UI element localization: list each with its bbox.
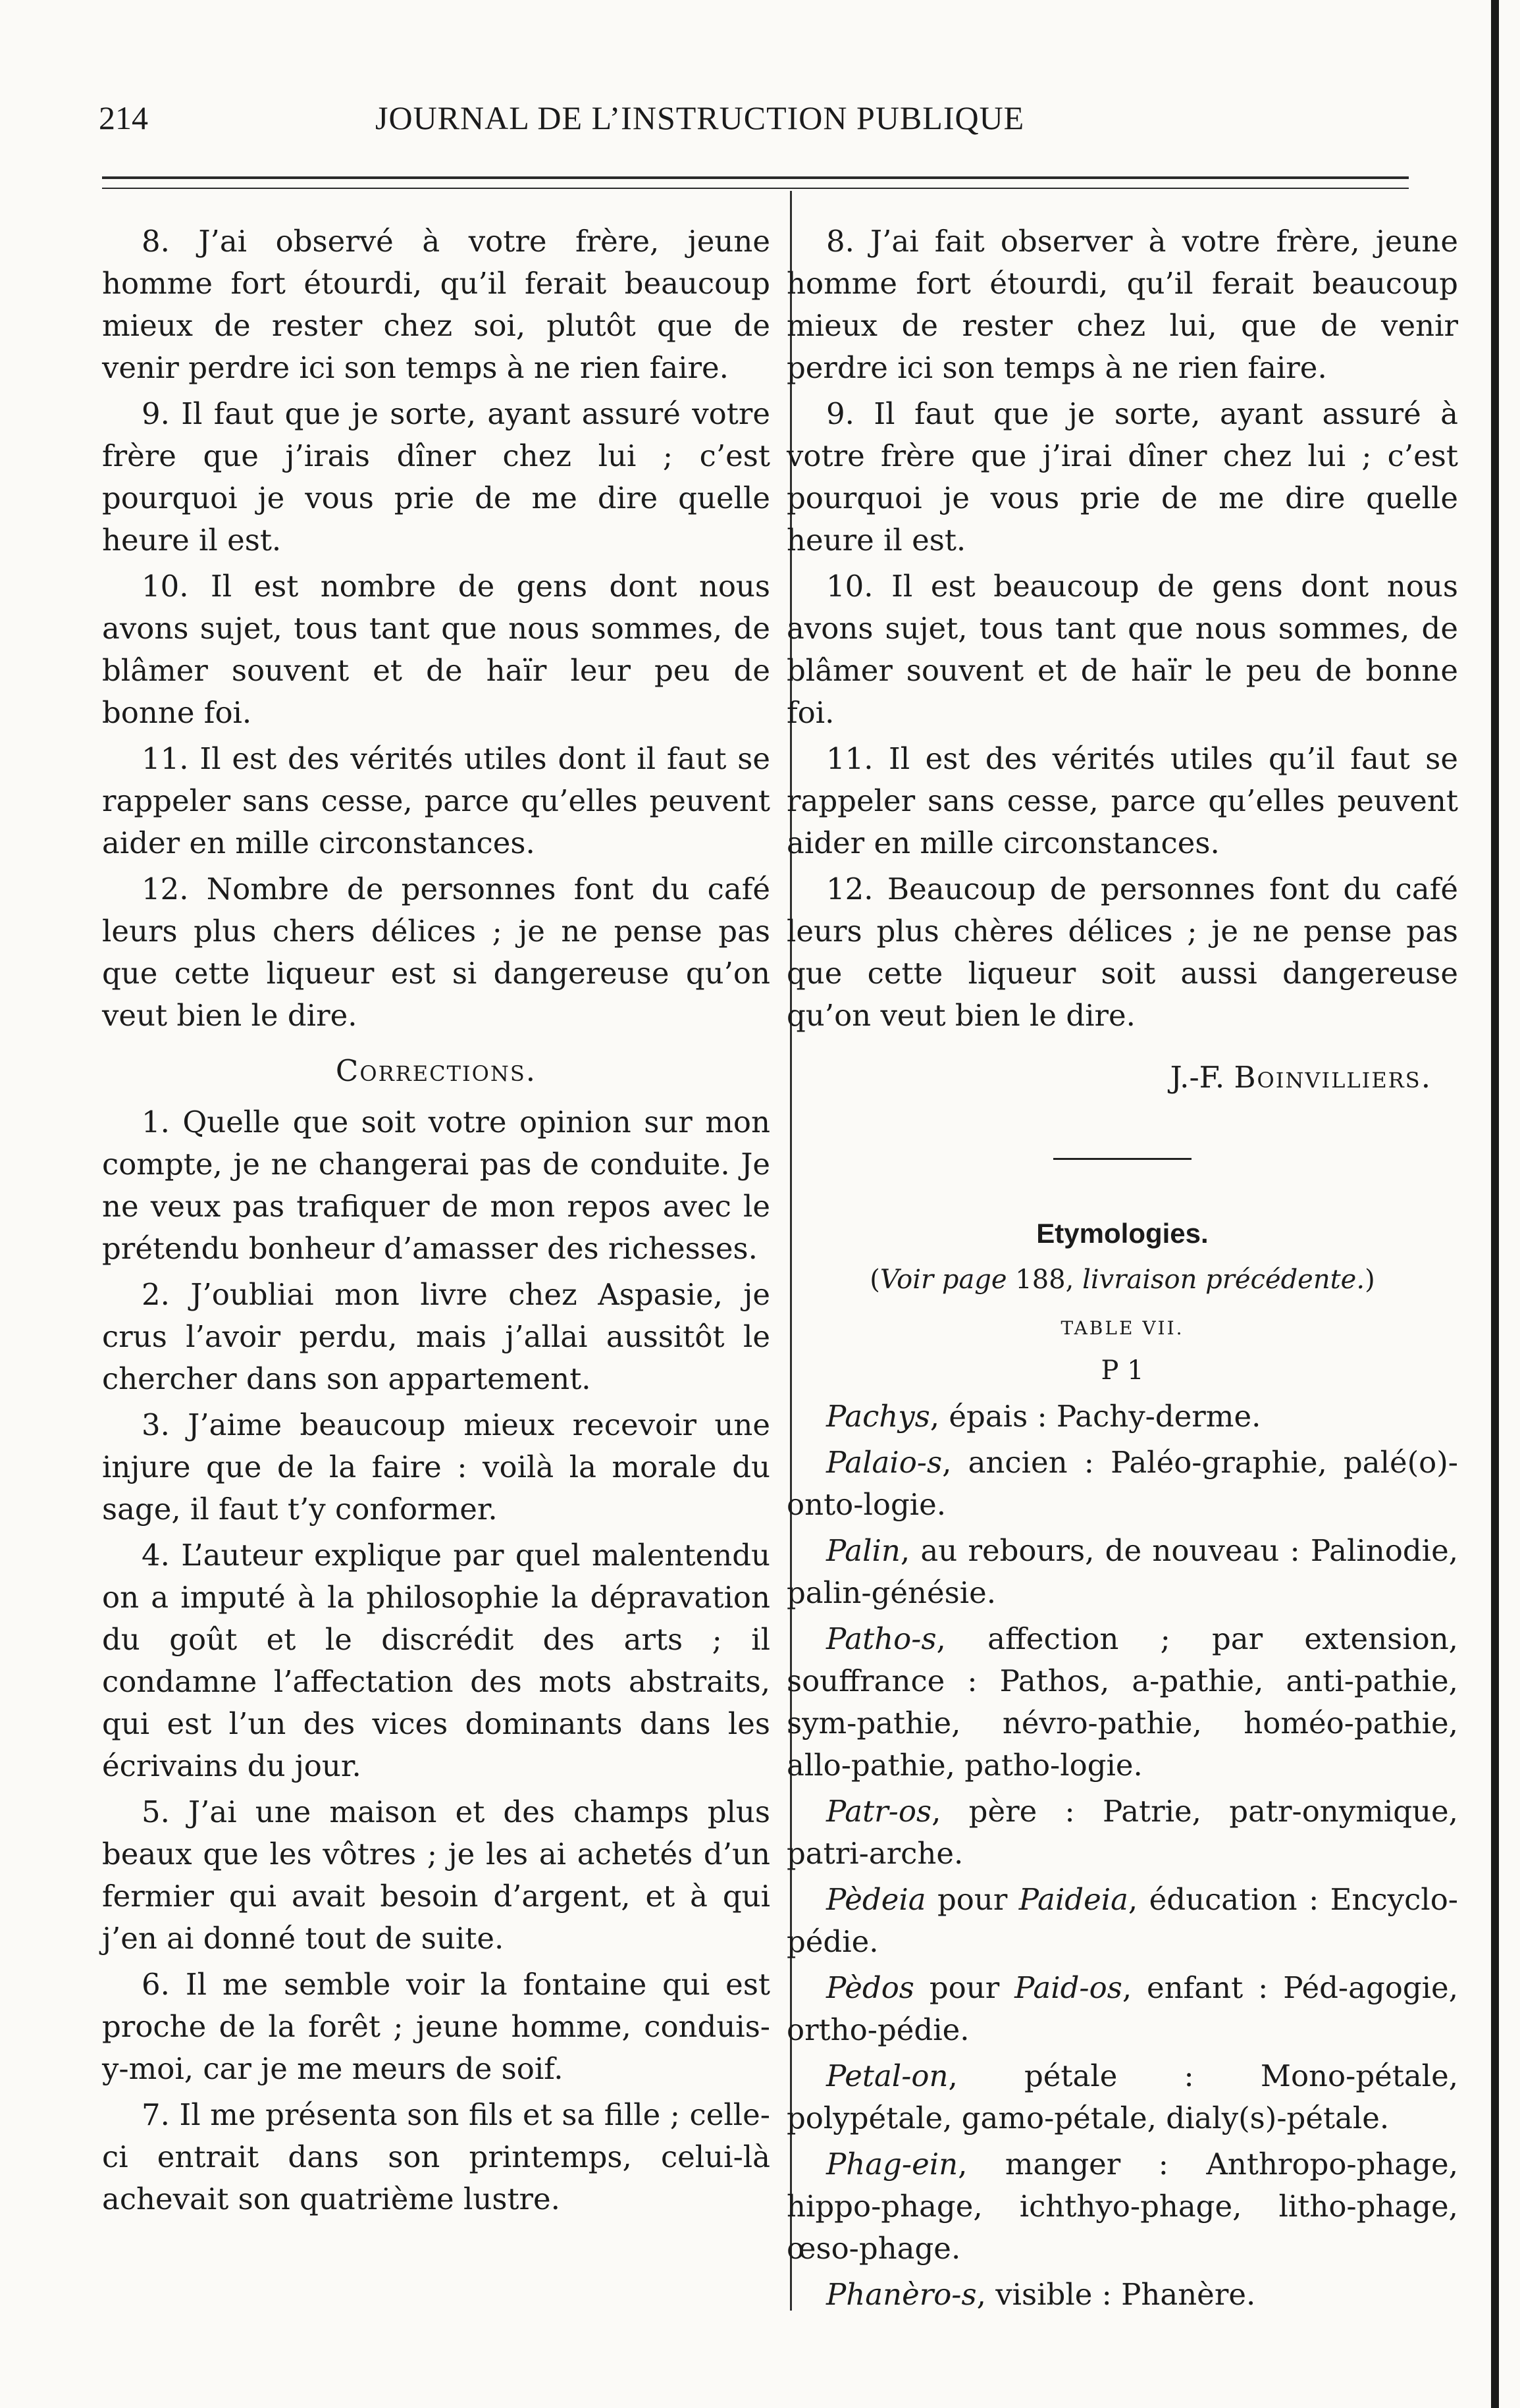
page-header: [99, 99, 1409, 158]
exercise-9: 9. Il faut que je sorte, ayant assuré votre frère que j’irais dîner chez lui ; c’est pourquoi je vous prie de me dire quelle heure il est.: [102, 396, 770, 558]
etymology-entry: Petal-on, pétale : Mono-pétale, polypétale, gamo-pétale, dialy(s)-pétale.: [787, 2058, 1458, 2135]
corrections-heading: Corrections.: [335, 1053, 537, 1088]
etymology-entry: Patho-s, affection ; par extension, souffrance : Pathos, a-pathie, anti-pathie, sym-pathie, névro-pathie, homéo-pathie, allo-pathie, patho-logie.: [787, 1621, 1458, 1783]
corrected-11: 11. Il est des vérités utiles qu’il faut se rappeler sans cesse, parce qu’elles peuvent aider en mille circonstances.: [787, 741, 1458, 860]
etymology-entry: Phanèro-s, visible : Phanère.: [826, 2277, 1256, 2312]
page-edge-shadow: [1491, 0, 1499, 2408]
etymology-entry: Palin, au rebours, de nouveau : Palinodie, palin-génésie.: [787, 1533, 1458, 1610]
etymology-entry: Patr-os, père : Patrie, patr-onymique, patri-arche.: [787, 1794, 1458, 1871]
corrected-8: 8. J’ai fait observer à votre frère, jeune homme fort étourdi, qu’il ferait beaucoup mieux de rester chez lui, que de venir perdre ici son temps à ne rien faire.: [787, 224, 1458, 385]
header-rule-thin: [102, 188, 1409, 189]
etymology-entry: Pèdeia pour Paideia, éducation : Encyclo-pédie.: [787, 1882, 1458, 1959]
right-column: [787, 221, 1458, 2320]
letter-label: P 1: [1101, 1355, 1144, 1386]
exercise-10: 10. Il est nombre de gens dont nous avons sujet, tous tant que nous sommes, de blâmer souvent et de haïr leur peu de bonne foi.: [102, 569, 770, 730]
correction-2: 2. J’oubliai mon livre chez Aspasie, je crus l’avoir perdu, mais j’allai aussitôt le chercher dans son appartement.: [102, 1277, 770, 1396]
correction-4: 4. L’auteur explique par quel malentendu on a imputé à la philosophie la dépravation du goût et le discrédit des arts ; il condamne l’affectation des mots abstraits, qui est l’un des vices dominants dans les écrivains du jour.: [102, 1538, 770, 1783]
exercise-12: 12. Nombre de personnes font du café leurs plus chers délices ; je ne pense pas que cette liqueur est si dangereuse qu’on veut bien le dire.: [102, 872, 770, 1033]
etymology-entry: Phag-ein, manger : Anthropo-phage, hippo-phage, ichthyo-phage, litho-phage, œso-phage.: [787, 2147, 1458, 2266]
correction-3: 3. J’aime beaucoup mieux recevoir une injure que de la faire : voilà la morale du sage, il faut t’y conformer.: [102, 1407, 770, 1527]
corrected-12: 12. Beaucoup de personnes font du café leurs plus chères délices ; je ne pense pas que cette liqueur soit aussi dangereuse qu’on veut bien le dire.: [787, 872, 1458, 1033]
corrected-9: 9. Il faut que je sorte, ayant assuré à votre frère que j’irai dîner chez lui ; c’est pourquoi je vous prie de me dire quelle heure il est.: [787, 396, 1458, 558]
signature-initials: J.-F.: [1170, 1060, 1234, 1095]
exercise-8: 8. J’ai observé à votre frère, jeune homme fort étourdi, qu’il ferait beaucoup mieux de rester chez soi, plutôt que de venir perdre ici son temps à ne rien faire.: [102, 224, 770, 385]
corrected-10: 10. Il est beaucoup de gens dont nous avons sujet, tous tant que nous sommes, de blâmer souvent et de haïr le peu de bonne foi.: [787, 569, 1458, 730]
etymology-entry: Pèdos pour Paid-os, enfant : Péd-agogie, ortho-pédie.: [787, 1970, 1458, 2047]
correction-5: 5. J’ai une maison et des champs plus beaux que les vôtres ; je les ai achetés d’un fermier qui avait besoin d’argent, et à qui j’en ai donné tout de suite.: [102, 1794, 770, 1956]
signature-name: Boinvilliers.: [1234, 1060, 1432, 1095]
etymology-entry: Pachys, épais : Pachy-derme.: [826, 1399, 1261, 1434]
table-label: TABLE VII.: [1061, 1317, 1184, 1339]
page-number: 214: [99, 99, 148, 136]
correction-6: 6. Il me semble voir la fontaine qui est proche de la forêt ; jeune homme, conduis-y-moi, car je me meurs de soif.: [102, 1967, 770, 2086]
running-head: JOURNAL DE L’INSTRUCTION PUBLIQUE: [375, 99, 1025, 136]
etymology-title: Etymologies.: [1036, 1218, 1209, 1249]
section-rule: [1053, 1158, 1192, 1160]
correction-7: 7. Il me présenta son fils et sa fille ; celle-ci entrait dans son printemps, celui-là achevait son quatrième lustre.: [102, 2097, 770, 2216]
etymology-reference: (Voir page 188, livraison précédente.): [870, 1265, 1375, 1295]
correction-1: 1. Quelle que soit votre opinion sur mon compte, je ne changerai pas de conduite. Je ne veux pas trafiquer de mon repos avec le prétendu bonheur d’amasser des richesses.: [102, 1105, 770, 1266]
etymology-entry: Palaio-s, ancien : Paléo-graphie, palé(o)-onto-logie.: [787, 1445, 1458, 1522]
left-column: [102, 221, 770, 2224]
header-rule-thick: [102, 176, 1409, 179]
signature: [787, 1057, 1458, 1099]
exercise-11: 11. Il est des vérités utiles dont il faut se rappeler sans cesse, parce qu’elles peuvent aider en mille circonstances.: [102, 741, 770, 860]
